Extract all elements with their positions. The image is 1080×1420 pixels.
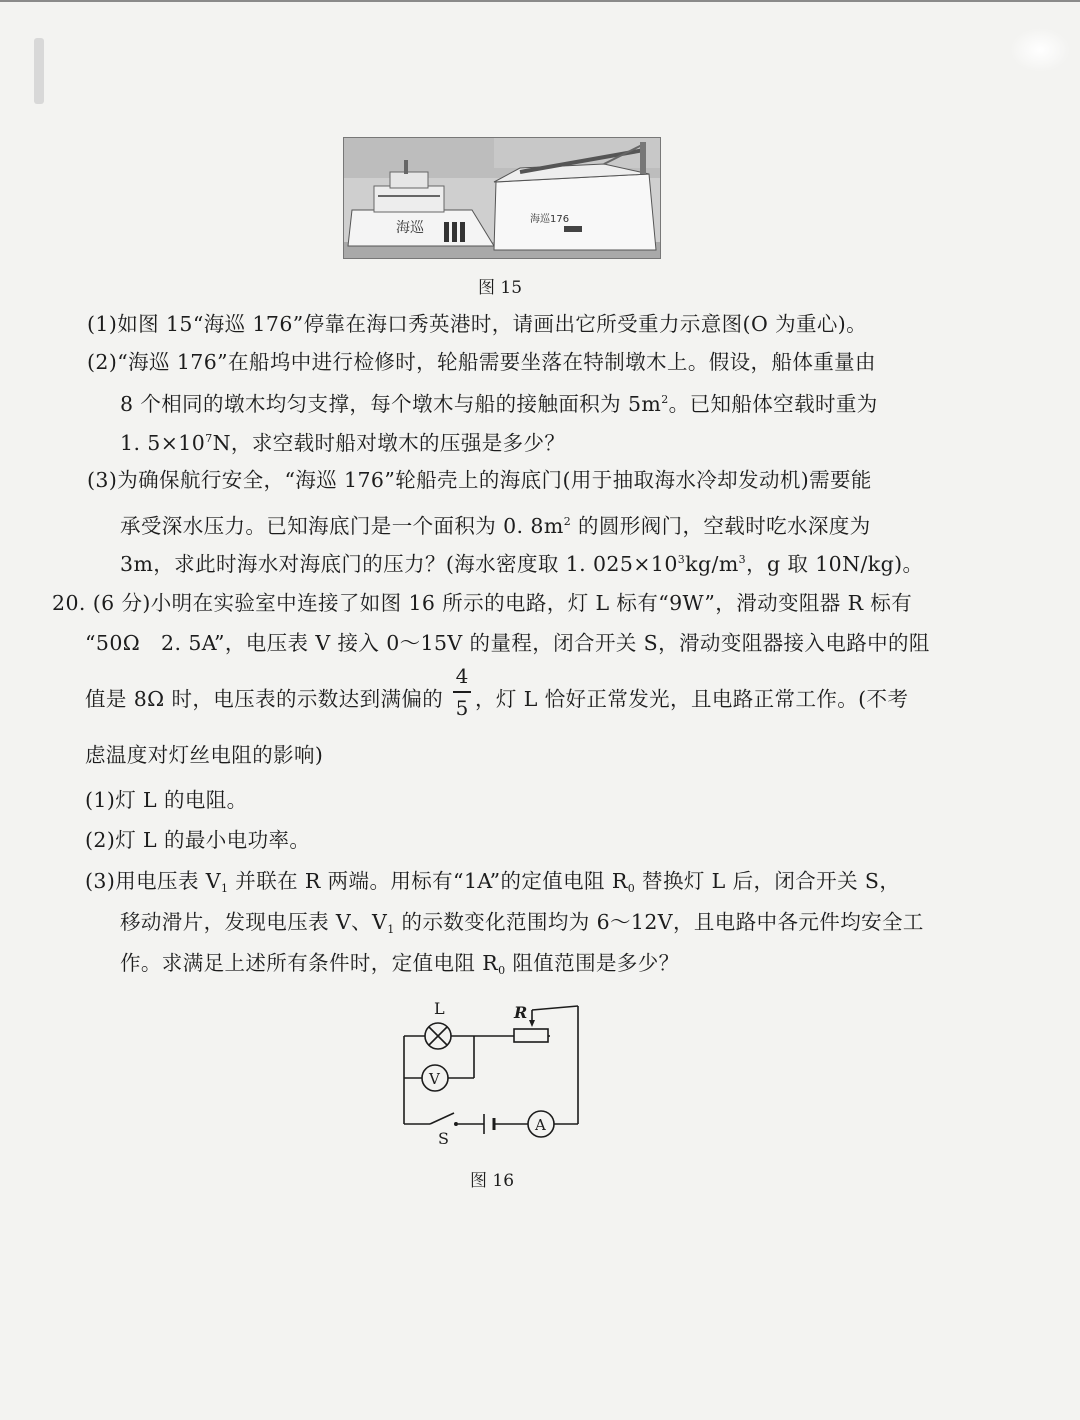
- q20-sub2: (2)灯 L 的最小电功率。: [85, 828, 311, 852]
- figure-15-caption: 图 15: [477, 278, 523, 298]
- q19-part2-line2: 8 个相同的墩木均匀支撑，每个墩木与船的接触面积为 $5m^2$。已知船体空载时重为: [120, 392, 878, 416]
- ammeter-icon: [528, 1111, 554, 1137]
- q20-line2: “50Ω 2. 5A”，电压表 V 接入 0～15V 的量程，闭合开关 S，滑动变阻器接入电路中的阻: [85, 631, 930, 655]
- q19-part2-line1: (2)“海巡 176”在船坞中进行检修时，轮船需要坐落在特制墩木上。假设，船体重量由: [87, 350, 876, 374]
- q20-line3-part1: 值是 8Ω 时，电压表的示数达到满偏的: [85, 687, 444, 711]
- figure-16-caption: 图 16: [469, 1171, 515, 1191]
- voltmeter-icon: [422, 1065, 448, 1091]
- scan-top-edge: [0, 0, 1080, 2]
- ship-right-text: 海巡176: [530, 214, 570, 225]
- q20-line4: 虑温度对灯丝电阻的影响): [85, 743, 324, 767]
- slider-arrow-icon: [529, 1020, 535, 1027]
- ship-photo: [343, 137, 661, 259]
- q19-part3-line3: 3m，求此时海水对海底门的压力？(海水密度取 1. $025\times 10^3kg/m^3$，g 取 10N/kg)。: [120, 552, 924, 576]
- fraction-bar: [453, 691, 471, 693]
- q19-part3-line1: (3)为确保航行安全，“海巡 176”轮船壳上的海底门(用于抽取海水冷却发动机)需要能: [87, 468, 872, 492]
- q19-part2-line3: 1. $5\times 10^7N$，求空载时船对墩木的压强是多少？: [120, 431, 566, 455]
- q19-part3-line2: 承受深水压力。已知海底门是一个面积为 0. $8m^2$ 的圆形阀门，空载时吃水深度为: [120, 514, 871, 538]
- circuit-diagram: [392, 992, 622, 1152]
- fraction-denominator: 5: [455, 696, 469, 720]
- label-L: L: [434, 999, 445, 1018]
- battery-icon: [484, 1114, 494, 1134]
- q20-sub1: (1)灯 L 的电阻。: [85, 788, 248, 812]
- scan-glare: [1010, 28, 1070, 72]
- ship-left-text: 海巡: [396, 220, 424, 236]
- q20-sub3-line3: 作。求满足上述所有条件时，定值电阻 $R_0$ 阻值范围是多少？: [120, 951, 680, 977]
- label-R: R: [514, 1003, 528, 1022]
- rheostat-body: [514, 1029, 548, 1042]
- q20-sub3-line1: (3)用电压表 $V_1$ 并联在 R 两端。用标有“1A”的定值电阻 $R_0$ 替换灯 L 后，闭合开关 S，: [85, 869, 901, 895]
- fraction-numerator: 4: [455, 664, 469, 688]
- label-V: V: [429, 1070, 440, 1088]
- label-A: A: [535, 1116, 546, 1134]
- q20-sub3-line2: 移动滑片，发现电压表 V、$V_1$ 的示数变化范围均为 6～12V，且电路中各元件均安全工: [120, 910, 924, 936]
- q20-line3-part2: ，灯 L 恰好正常发光，且电路正常工作。(不考: [475, 687, 909, 711]
- q20-line1: 20. (6 分)小明在实验室中连接了如图 16 所示的电路，灯 L 标有“9W”，滑动变阻器 R 标有: [52, 591, 913, 615]
- lamp-icon: [425, 1023, 451, 1049]
- scan-smudge: [34, 38, 44, 104]
- label-S: S: [438, 1129, 449, 1148]
- switch-contact-icon: [454, 1122, 458, 1126]
- ship-photo-drawing: [344, 138, 660, 258]
- q19-part1: (1)如图 15“海巡 176”停靠在海口秀英港时，请画出它所受重力示意图(O 为重心)。: [87, 312, 868, 336]
